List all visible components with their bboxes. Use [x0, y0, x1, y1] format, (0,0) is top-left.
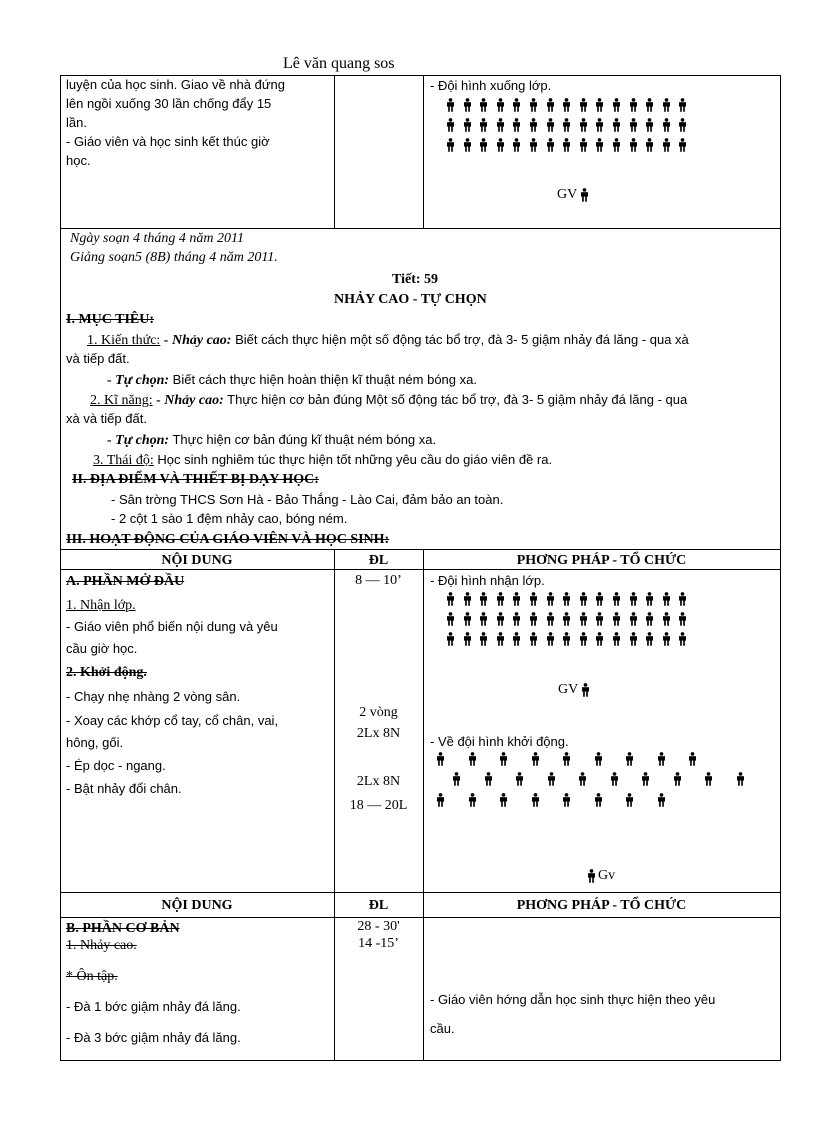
section-border: [60, 228, 61, 549]
student-icon: [657, 793, 666, 807]
part-a-item: - Xoay các khớp cổ tay, cổ chân, vai,: [66, 713, 279, 728]
student-icon: [704, 772, 713, 786]
table-border: [780, 549, 781, 1061]
student-icon: [595, 138, 604, 152]
student-row: [446, 612, 695, 626]
student-icon: [529, 632, 538, 646]
student-icon: [612, 138, 621, 152]
student-icon: [547, 772, 556, 786]
student-icon: [562, 793, 571, 807]
student-icon: [496, 592, 505, 606]
student-icon: [595, 118, 604, 132]
student-icon: [496, 138, 505, 152]
student-icon: [612, 118, 621, 132]
part-a-sub1: 1. Nhận lớp.: [66, 598, 136, 613]
student-icon: [612, 98, 621, 112]
dose-total: 28 - 30': [357, 919, 400, 934]
period-heading: [392, 271, 438, 289]
student-icon: [446, 138, 455, 152]
student-icon: [436, 793, 445, 807]
student-icon: [531, 793, 540, 807]
student-icon: [479, 612, 488, 626]
student-icon: [662, 138, 671, 152]
part-a-item: - Chạy nhẹ nhàng 2 vòng sân.: [66, 689, 241, 704]
high-jump-label: - Nhảy cao:: [160, 333, 232, 348]
student-icon: [512, 592, 521, 606]
student-icon: [512, 118, 521, 132]
skill-line-2: xà và tiếp đất.: [66, 411, 147, 426]
student-icon: [479, 98, 488, 112]
student-icon: [468, 793, 477, 807]
student-icon: [562, 592, 571, 606]
dose-reps: 2Lx 8N: [356, 774, 401, 789]
student-icon: [463, 632, 472, 646]
student-icon: [610, 772, 619, 786]
student-icon: [579, 632, 588, 646]
teacher-icon: [587, 869, 596, 883]
student-icon: [562, 632, 571, 646]
high-jump-label: - Nhảy cao:: [152, 393, 224, 408]
equipment-line: - 2 cột 1 sào 1 đệm nhảy cao, bóng ném.: [111, 511, 348, 526]
teaching-date: Giảng soạn5 (8B) tháng 4 năm 2011.: [70, 250, 278, 265]
part-a-line: - Giáo viên phổ biến nội dung và yêu: [66, 619, 278, 634]
skill-line: [90, 391, 687, 410]
knowledge-line: [87, 331, 689, 350]
student-icon: [678, 98, 687, 112]
column-header-dosage: ĐL: [368, 898, 389, 913]
elective-text: Thực hiện cơ bản đúng kĩ thuật ném bóng xa.: [169, 432, 437, 447]
student-icon: [594, 752, 603, 766]
student-icon: [579, 138, 588, 152]
student-icon: [515, 772, 524, 786]
teacher-icon: [580, 188, 589, 202]
student-row: [446, 118, 695, 132]
venue-heading: II. ĐỊA ĐIỂM VÀ THIẾT BỊ DẠY HỌC:: [72, 472, 319, 487]
student-icon: [496, 98, 505, 112]
student-icon: [579, 612, 588, 626]
page-header-author: Lê văn quang sos: [283, 55, 395, 72]
student-icon: [595, 592, 604, 606]
student-icon: [436, 752, 445, 766]
teacher-label: GV: [557, 187, 578, 202]
table-divider: [423, 549, 424, 1061]
student-icon: [546, 138, 555, 152]
student-icon: [629, 98, 638, 112]
part-a-item: - Bật nhảy đổi chân.: [66, 781, 182, 796]
method-line: - Giáo viên hớng dẫn học sinh thực hiện theo yêu: [430, 992, 716, 1007]
method-formation: - Đội hình nhận lớp.: [430, 573, 545, 588]
table-border: [60, 892, 781, 893]
attitude-line: [93, 451, 552, 470]
table-divider: [423, 75, 424, 228]
method-line: cầu.: [430, 1021, 455, 1036]
student-icon: [595, 98, 604, 112]
table-border: [780, 75, 781, 228]
part-b-item: - Đà 1 bớc giậm nhảy đá lăng.: [66, 999, 241, 1014]
student-icon: [463, 118, 472, 132]
dose-total: 8 — 10’: [355, 573, 402, 588]
student-icon: [546, 118, 555, 132]
content-line: - Giáo viên và học sinh kết thúc giờ: [66, 134, 270, 149]
student-icon: [736, 772, 745, 786]
column-header-dosage: ĐL: [368, 553, 389, 568]
student-icon: [562, 118, 571, 132]
student-icon: [496, 632, 505, 646]
student-icon: [629, 632, 638, 646]
student-icon: [562, 612, 571, 626]
content-line: lên ngồi xuống 30 lần chống đẩy 15: [66, 96, 272, 111]
student-row: [446, 592, 695, 606]
student-icon: [645, 612, 654, 626]
student-icon: [529, 138, 538, 152]
student-icon: [463, 98, 472, 112]
student-icon: [612, 612, 621, 626]
student-icon: [579, 592, 588, 606]
student-icon: [512, 632, 521, 646]
student-icon: [531, 752, 540, 766]
student-icon: [678, 632, 687, 646]
teacher-label: GV: [558, 682, 579, 697]
student-icon: [629, 138, 638, 152]
dose-sub: 14 -15’: [358, 936, 399, 951]
student-icon: [463, 612, 472, 626]
attitude-label: 3. Thái độ:: [93, 453, 154, 468]
table-divider: [334, 75, 335, 228]
teacher-marker: [557, 187, 597, 203]
student-icon: [479, 632, 488, 646]
student-icon: [446, 632, 455, 646]
student-icon: [678, 592, 687, 606]
student-icon: [625, 752, 634, 766]
part-a-item: - Ép dọc - ngang.: [66, 758, 166, 773]
student-icon: [612, 632, 621, 646]
warmup-row: [436, 793, 688, 807]
student-icon: [496, 612, 505, 626]
student-icon: [662, 612, 671, 626]
student-icon: [512, 612, 521, 626]
student-icon: [662, 98, 671, 112]
content-line: luyện của học sinh. Giao về nhà đứng: [66, 77, 286, 92]
column-header-content: NỘI DUNG: [161, 898, 233, 913]
student-icon: [662, 592, 671, 606]
activities-heading: III. HOẠT ĐỘNG CỦA GIÁO VIÊN VÀ HỌC SINH:: [66, 532, 390, 547]
content-line: học.: [66, 153, 91, 168]
student-row: [446, 632, 695, 646]
part-b-item: - Đà 3 bớc giậm nhảy đá lăng.: [66, 1030, 241, 1045]
student-icon: [479, 118, 488, 132]
skill-label: 2. Kĩ năng:: [90, 393, 153, 408]
student-icon: [678, 118, 687, 132]
method-warmup: - Về đội hình khởi động.: [430, 734, 569, 749]
student-icon: [579, 118, 588, 132]
period-label: Tiết:: [392, 272, 425, 287]
student-icon: [446, 592, 455, 606]
student-icon: [595, 632, 604, 646]
student-icon: [479, 592, 488, 606]
section-border: [780, 228, 781, 549]
student-icon: [645, 118, 654, 132]
student-icon: [578, 772, 587, 786]
teacher-icon: [581, 683, 590, 697]
lesson-title: NHẢY CAO - TỰ CHỌN: [334, 292, 487, 307]
column-header-method: PHƠNG PHÁP - TỔ CHỨC: [516, 898, 687, 913]
student-icon: [452, 772, 461, 786]
teacher-marker: [558, 682, 598, 698]
dose-reps: 18 — 20L: [349, 798, 408, 813]
student-icon: [512, 138, 521, 152]
column-header-content: NỘI DUNG: [161, 553, 233, 568]
table-border: [60, 1060, 781, 1061]
student-icon: [678, 138, 687, 152]
table-border: [60, 228, 781, 229]
student-icon: [446, 612, 455, 626]
student-icon: [629, 612, 638, 626]
teacher-label: Gv: [598, 868, 616, 883]
part-a-item: hông, gối.: [66, 735, 124, 750]
student-icon: [529, 118, 538, 132]
part-a-sub2: 2. Khởi động.: [66, 665, 147, 680]
knowledge-elective-line: [107, 371, 477, 390]
objectives-heading: I. MỤC TIÊU:: [66, 312, 155, 327]
elective-text: Biết cách thực hiện hoàn thiện kĩ thuật ném bóng xa.: [169, 372, 477, 387]
student-icon: [645, 632, 654, 646]
venue-line: - Sân trờng THCS Sơn Hà - Bảo Thắng - Lào Cai, đảm bảo an toàn.: [111, 492, 504, 507]
elective-label: - Tự chọn:: [107, 433, 170, 448]
student-icon: [641, 772, 650, 786]
student-icon: [562, 138, 571, 152]
student-icon: [562, 98, 571, 112]
teacher-marker: [587, 868, 615, 884]
student-icon: [546, 592, 555, 606]
student-row: [446, 98, 695, 112]
student-icon: [595, 612, 604, 626]
table-border: [60, 549, 61, 1061]
dose-laps: 2 vòng: [359, 705, 398, 720]
student-icon: [479, 138, 488, 152]
student-icon: [499, 752, 508, 766]
student-icon: [512, 98, 521, 112]
student-icon: [529, 592, 538, 606]
student-icon: [673, 772, 682, 786]
student-icon: [546, 98, 555, 112]
student-icon: [612, 592, 621, 606]
student-icon: [629, 592, 638, 606]
dose-reps: 2Lx 8N: [356, 726, 401, 741]
student-icon: [468, 752, 477, 766]
student-icon: [645, 592, 654, 606]
student-icon: [657, 752, 666, 766]
student-icon: [645, 138, 654, 152]
student-icon: [446, 118, 455, 132]
student-icon: [625, 793, 634, 807]
part-b-sub1: 1. Nhảy cao.: [66, 938, 137, 953]
student-icon: [463, 138, 472, 152]
elective-label: - Tự chọn:: [107, 373, 170, 388]
student-icon: [629, 118, 638, 132]
student-icon: [662, 118, 671, 132]
warmup-row: [452, 772, 767, 786]
method-title: - Đội hình xuống lớp.: [430, 78, 552, 93]
part-b-heading: B. PHẦN CƠ BẢN: [66, 921, 180, 936]
student-row: [446, 138, 695, 152]
student-icon: [546, 632, 555, 646]
student-icon: [594, 793, 603, 807]
knowledge-line-2: và tiếp đất.: [66, 351, 130, 366]
student-icon: [688, 752, 697, 766]
student-icon: [463, 592, 472, 606]
skill-text: Thực hiện cơ bản đúng Một số động tác bổ trợ, đà 3- 5 giậm nhảy đá lăng - qua: [223, 392, 688, 407]
student-icon: [446, 98, 455, 112]
column-header-method: PHƠNG PHÁP - TỔ CHỨC: [516, 553, 687, 568]
student-icon: [546, 612, 555, 626]
skill-elective-line: [107, 431, 436, 450]
period-number: 59: [424, 272, 439, 287]
student-icon: [562, 752, 571, 766]
prepared-date: Ngày soạn 4 tháng 4 năm 2011: [70, 231, 244, 246]
content-line: lần.: [66, 115, 87, 130]
table-border: [60, 75, 61, 228]
part-b-review: * Ôn tập.: [66, 969, 118, 984]
student-icon: [678, 612, 687, 626]
knowledge-text: Biết cách thực hiện một số động tác bổ trợ, đà 3- 5 giậm nhảy đá lăng - qua xà: [231, 332, 689, 347]
student-icon: [484, 772, 493, 786]
knowledge-label: 1. Kiến thức:: [87, 333, 161, 348]
student-icon: [529, 612, 538, 626]
part-a-heading: A. PHẦN MỞ ĐẦU: [66, 574, 185, 589]
student-icon: [662, 632, 671, 646]
student-icon: [499, 793, 508, 807]
table-border: [60, 549, 781, 550]
student-icon: [529, 98, 538, 112]
part-a-line: cầu giờ học.: [66, 641, 138, 656]
student-icon: [496, 118, 505, 132]
student-icon: [579, 98, 588, 112]
warmup-row: [436, 752, 720, 766]
attitude-text: Học sinh nghiêm túc thực hiện tốt những yêu cầu do giáo viên đề ra.: [153, 452, 553, 467]
student-icon: [645, 98, 654, 112]
